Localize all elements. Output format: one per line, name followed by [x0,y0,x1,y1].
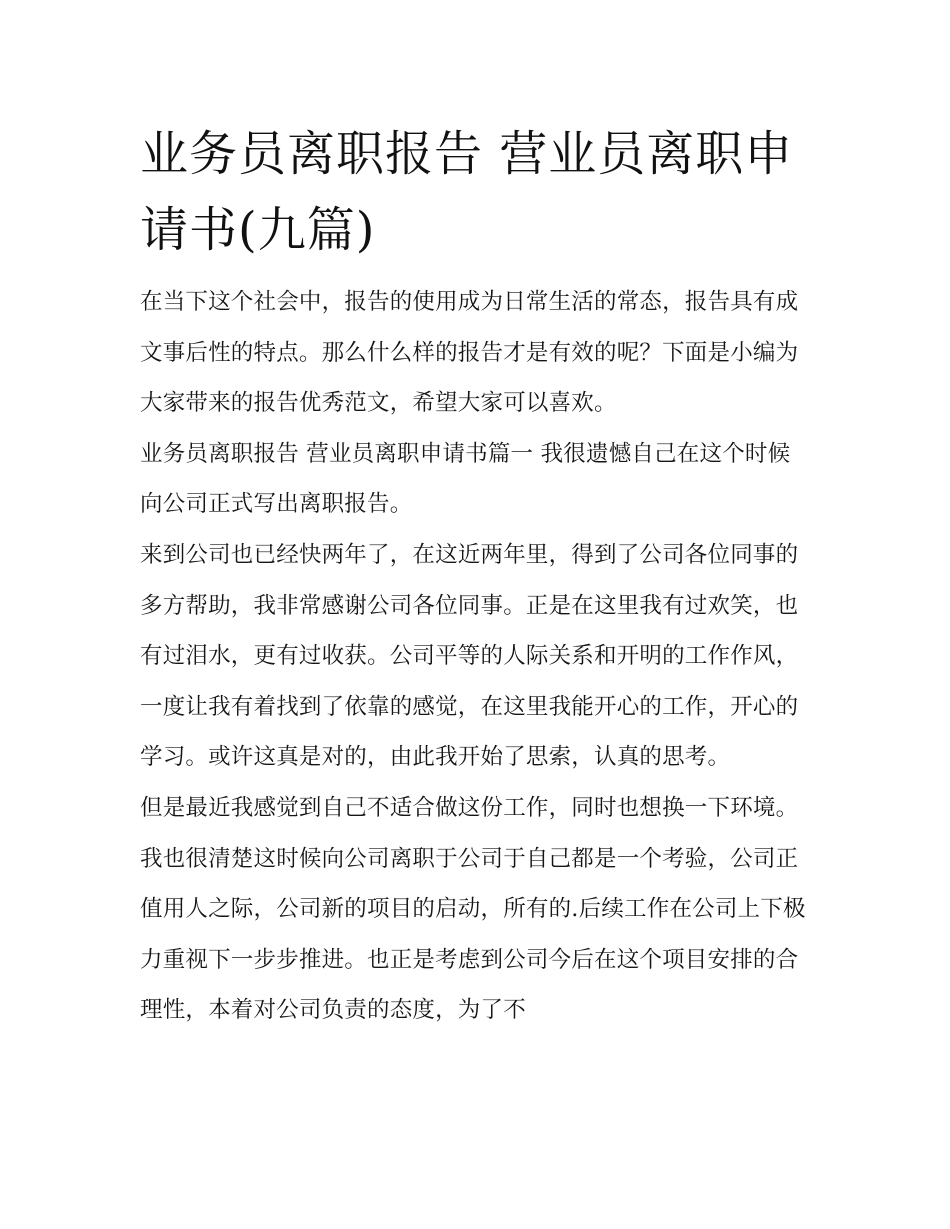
title-line-2: 请书(九篇) [140,202,376,258]
paragraph-company-experience: 来到公司也已经快两年了，在这近两年里，得到了公司各位同事的多方帮助，我非常感谢公司各位同事。正是在这里我有过欢笑，也有过泪水，更有过收获。公司平等的人际关系和开明的工作作风，一度让我有着找到了依靠的感觉，在这里我能开心的工作，开心的学习。或许这真是对的，由此我开始了思索，认真的思考。 [140,541,799,771]
paragraph-section-one-opening: 业务员离职报告 营业员离职申请书篇一 我很遗憾自己在这个时候向公司正式写出离职报告。 [140,440,791,518]
document-title [140,116,820,268]
paragraph-reason-for-leaving: 但是最近我感觉到自己不适合做这份工作，同时也想换一下环境。我也很清楚这时候向公司离职于公司于自己都是一个考验，公司正值用人之际，公司新的项目的启动，所有的.后续工作在公司上下极力重视下一步步推进。也正是考虑到公司今后在这个项目安排的合理性，本着对公司负责的态度，为了不 [140,794,806,1024]
title-line-1: 业务员离职报告 营业员离职申 [140,126,794,182]
document-body [140,277,812,1036]
paragraph-intro: 在当下这个社会中，报告的使用成为日常生活的常态，报告具有成文事后性的特点。那么什么样的报告才是有效的呢？下面是小编为大家带来的报告优秀范文，希望大家可以喜欢。 [140,289,799,417]
